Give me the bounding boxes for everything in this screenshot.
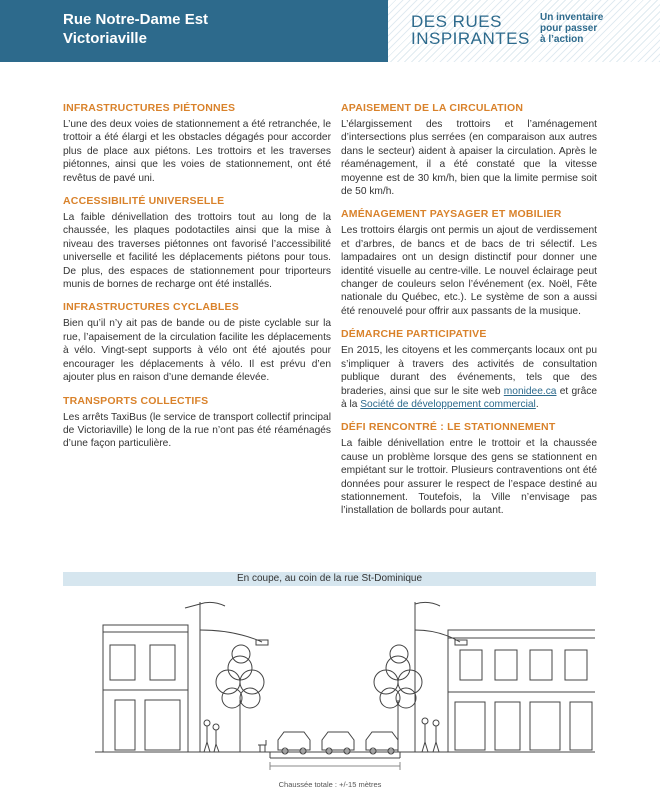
tagline-line-3: à l’action bbox=[540, 34, 584, 45]
section-pedestrian bbox=[63, 102, 331, 185]
section-heading: DÉFI RENCONTRÉ : LE STATIONNEMENT bbox=[341, 421, 556, 434]
monidee-link[interactable]: monidee.ca bbox=[503, 385, 557, 397]
streetlight-left bbox=[185, 602, 268, 752]
series-tagline bbox=[540, 12, 603, 45]
body-text: En 2015, les citoyens et les commerçants locaux ont pu s’impliquer à travers des activités de consultation publique durant des événements, tels que des braderies, ainsi que sur le site web bbox=[341, 345, 597, 397]
city-name: Victoriaville bbox=[63, 30, 147, 47]
car-left bbox=[278, 732, 310, 754]
section-body: Bien qu’il n’y ait pas de bande ou de piste cyclable sur la rue, l’apaisement de la circulation facilite les déplacements à vélo. Vingt-sept supports à vélo ont été ajoutés pour encourager les déplacements à vélo. Il est prévu d’en ajouter plus en raison d’une demande élevée. bbox=[63, 318, 331, 384]
pedestrians-right bbox=[422, 718, 439, 752]
page-header bbox=[0, 0, 660, 62]
building-right bbox=[448, 630, 595, 752]
section-heading: AMÉNAGEMENT PAYSAGER ET MOBILIER bbox=[341, 208, 562, 221]
section-body: L’élargissement des trottoirs et l’aménagement d’intersections plus serrées (en comparaison aux autres dans le secteur) aident à apaiser la circulation. Après le réaménagement, il a été constaté que la vitesse moyenne est de 30 km/h, bien que la limite permise soit de 50 km/h. bbox=[341, 119, 597, 198]
section-body bbox=[341, 344, 597, 411]
section-heading: TRANSPORTS COLLECTIFS bbox=[63, 394, 209, 407]
tagline-line-1: Un inventaire bbox=[540, 12, 604, 23]
bench-left bbox=[258, 740, 266, 752]
section-cycling bbox=[63, 301, 331, 384]
car-middle bbox=[322, 732, 354, 754]
streetlight-right bbox=[415, 602, 467, 752]
tagline-line-2: pour passer bbox=[540, 23, 598, 34]
section-landscaping bbox=[341, 208, 597, 318]
series-line-1: DES RUES bbox=[411, 12, 502, 31]
section-body: La faible dénivellation entre le trottoir et la chaussée cause un problème lorsque des gens se stationnent en empiétant sur le trottoir. Plusieurs contraventions ont été données pour assurer le respect de l’espace destiné au stationnement. Toutefois, la Ville n’envisage pas l’installation de bollards pour autant. bbox=[341, 438, 597, 517]
section-body: La faible dénivellation des trottoirs tout au long de la chaussée, les plaques podotactiles ainsi que la mise à niveau des traverses piétonnes ont favorisé l’accessibilité universelle et facilité les déplacements piétons pour tous. De plus, des espaces de stationnement pour triporteurs munis de bornes de recharge ont été installés. bbox=[63, 212, 331, 291]
left-column bbox=[63, 102, 331, 461]
sdc-link[interactable]: Société de développement commercial bbox=[360, 398, 536, 410]
section-heading: DÉMARCHE PARTICIPATIVE bbox=[341, 328, 487, 341]
roadway-width-note: Chaussée totale : +/-15 mètres bbox=[278, 780, 382, 789]
street-section-illustration bbox=[0, 590, 660, 790]
right-column bbox=[341, 102, 597, 528]
section-heading: INFRASTRUCTURES CYCLABLES bbox=[63, 301, 239, 314]
section-participation bbox=[341, 328, 597, 411]
tree-left bbox=[216, 645, 264, 752]
section-challenge bbox=[341, 421, 597, 517]
section-traffic-calming bbox=[341, 102, 597, 198]
section-body: Les arrêts TaxiBus (le service de transport collectif principal de Victoriaville) le long de la rue n’ont pas été réaménagés d’une façon particulière. bbox=[63, 411, 331, 450]
section-heading: APAISEMENT DE LA CIRCULATION bbox=[341, 102, 524, 114]
street-name: Rue Notre-Dame Est bbox=[63, 11, 209, 28]
section-accessibility bbox=[63, 195, 331, 291]
building-left bbox=[103, 625, 188, 752]
header-title-band bbox=[0, 0, 388, 62]
series-name bbox=[411, 13, 530, 47]
page-title bbox=[63, 10, 208, 48]
section-heading: INFRASTRUCTURES PIÉTONNES bbox=[63, 102, 236, 114]
section-heading: ACCESSIBILITÉ UNIVERSELLE bbox=[63, 195, 225, 208]
section-body: Les trottoirs élargis ont permis un ajout de verdissement et d’arbres, de bancs et de bacs de tri sélectif. Les lampadaires ont un design distinctif pour donner une identité visuelle au centre-ville. Le nouvel éclairage peut changer de couleurs selon l’événement (ex. Noël, Fête nationale du Québec, etc.). Le système de son a aussi été renouvelé pour offrir aux passants de la musique. bbox=[341, 225, 597, 317]
series-line-2: INSPIRANTES bbox=[411, 29, 530, 48]
section-transit bbox=[63, 395, 331, 451]
figure-caption: En coupe, au coin de la rue St-Dominique bbox=[63, 572, 596, 586]
pedestrians-left bbox=[204, 720, 219, 752]
car-right bbox=[366, 732, 398, 754]
body-text: . bbox=[535, 398, 539, 410]
body-text: et grâce à la bbox=[341, 385, 597, 410]
section-body: L’une des deux voies de stationnement a été retranchée, le trottoir a été élargi et les obstacles dégagés pour accorder plus de place aux piétons. Les trottoirs et les traverses piétonnes, ainsi que les voies de stationnement, ont été revêtus de pavé uni. bbox=[63, 119, 331, 184]
